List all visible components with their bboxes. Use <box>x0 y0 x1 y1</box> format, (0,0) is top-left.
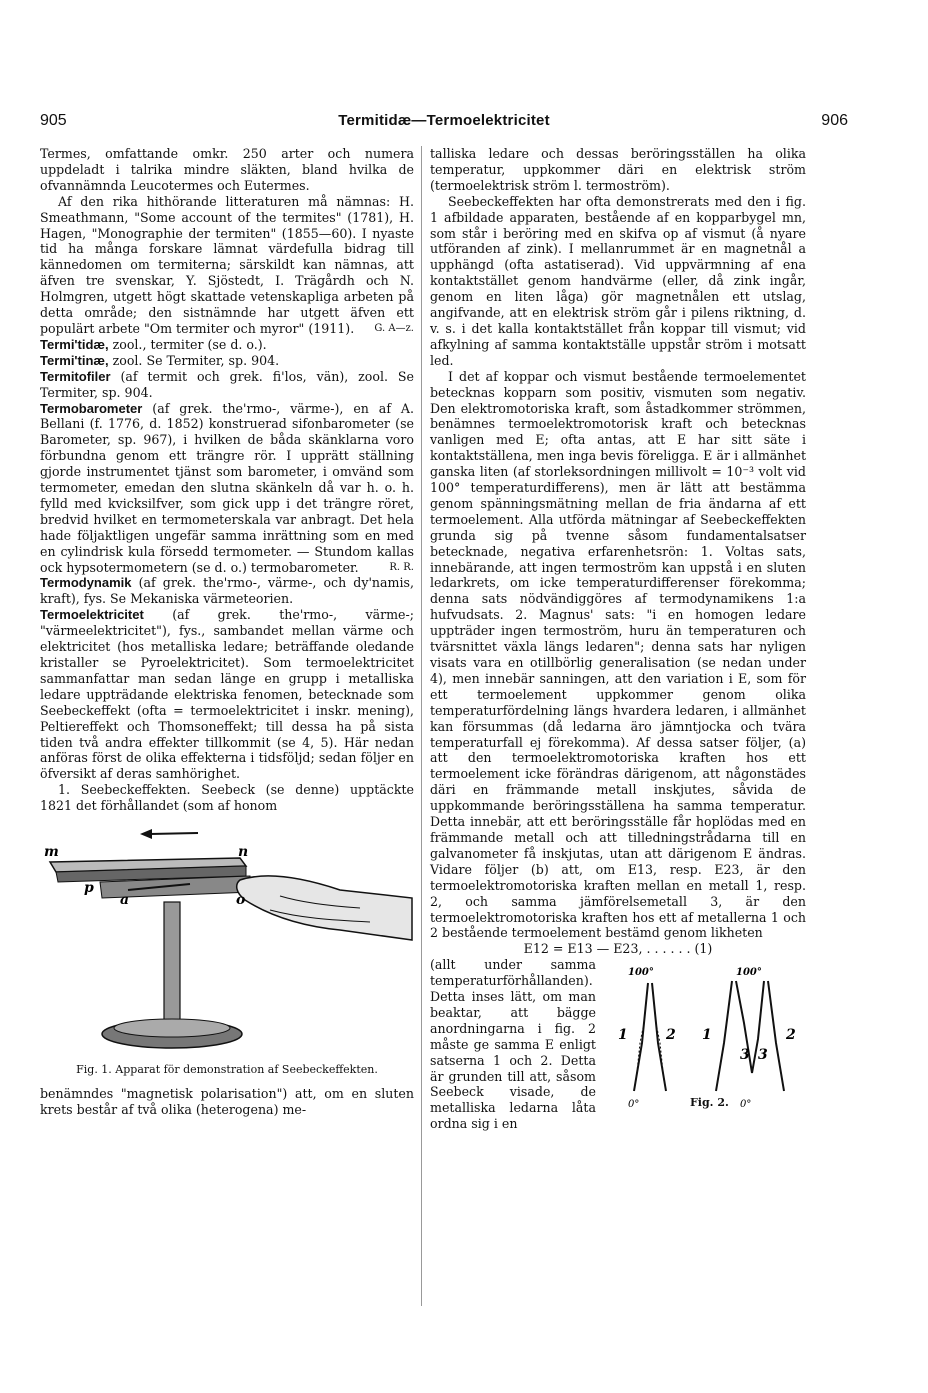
figure-thermocouple-diagram <box>606 963 806 1113</box>
author-signature: G. A—z. <box>374 322 414 334</box>
dictionary-entry <box>40 369 414 401</box>
paragraph: talliska ledare och dessas beröringsställen ha olika temperatur, uppkommer däri en elektrisk ström (termoelektrisk ström l. termoström). <box>430 146 806 193</box>
figure-caption: Fig. 1. Apparat för demonstration af Seebeckeffekten. <box>76 1063 378 1077</box>
fig2-metal-label: 2 <box>786 1027 796 1044</box>
author-signature: R. R. <box>389 561 414 573</box>
thermocouple-illustration <box>606 963 806 1113</box>
dictionary-entry <box>40 607 414 782</box>
paragraph <box>40 194 414 337</box>
column-divider <box>421 146 422 1306</box>
equation: E12 = E13 — E23, . . . . . . (1) <box>523 941 713 957</box>
entry-body: (af termit och grek. fi'los, vän), zool. Se Termiter, sp. 904. <box>40 368 414 400</box>
entry-body: zool. Se Termiter, sp. 904. <box>112 352 280 368</box>
dictionary-entry <box>40 337 414 353</box>
entry-headword: Termodynamik <box>40 575 132 591</box>
entry-body: zool., termiter (se d. o.). <box>112 336 267 352</box>
page-number-left: 905 <box>40 112 67 129</box>
left-column <box>40 146 414 1118</box>
paragraph: benämndes "magnetisk polarisation") att, om en sluten krets består af två olika (heterogena) me- <box>40 1085 414 1117</box>
paragraph: 1. Seebeckeffekten. Seebeck (se denne) upptäckte 1821 det förhållandet (som af honom <box>40 782 414 814</box>
fig2-metal-label: 2 <box>666 1027 676 1044</box>
dictionary-entry <box>40 575 414 607</box>
fig1-label: p <box>84 880 94 897</box>
figure-seebeck-apparatus <box>40 820 414 1060</box>
paragraph-text: Af den rika hithörande litteraturen må nämnas: H. Smeathmann, "Some account of the termites" (1781), H. Hagen, "Monographie der termiten" (1855—60). I nyaste tid ha många forskare lämnat värdefulla bidrag till kännedomen om termiterna; särskildt kan nämnas, att äfven tre svenskar, Y. Sjöstedt, I. Trägårdh och N. Holmgren, utgett högt skattade vetenskapliga arbeten på detta område; den sistnämnde har utgett äfven ett populärt arbete "Om termiter och myror" (1911). <box>40 193 414 336</box>
figure-caption: Fig. 2. <box>690 1096 729 1110</box>
page-header <box>40 112 848 136</box>
dictionary-entry <box>40 401 414 576</box>
entry-headword: Termitofiler <box>40 368 111 384</box>
paragraph: Seebeckeffekten har ofta demonstrerats med den i fig. 1 afbildade apparaten, bestående af en kopparbygel mn, som står i beröring med en skifva op af vismut (å nyare utföranden af zink). I mellanrummet är en magnetnål a upphängd (ofta astatiserad). Vid uppvärmning af ena kontaktstället genom handvärme (eller, då zink ingår, genom en liten låga) gör magnetnålen ett utslag, angifvande, att en elektrisk ström går i pilens riktning, d. v. s. i det kalla kontaktstället från koppar till vismut; vid afkylning af samma kontaktställe uppstår ström i motsatt led. <box>430 193 806 368</box>
paragraph: Termes, omfattande omkr. 250 arter och numera uppdeladt i talrika mindre släkten, bland hvilka de ofvannämnda Leucotermes och Eutermes. <box>40 146 414 193</box>
entry-headword: Termi'tidæ, <box>40 336 109 352</box>
entry-headword: Termoelektricitet <box>40 607 144 623</box>
apparatus-illustration <box>40 820 414 1060</box>
entry-body: (af grek. the'rmo-, värme-, och dy'namis, kraft), fys. Se Mekaniska värmeteorien. <box>40 575 414 607</box>
fig1-label: n <box>238 844 249 861</box>
entry-headword: Termi'tinæ, <box>40 352 109 368</box>
paragraph-with-figure <box>430 957 806 1132</box>
entry-body: (af grek. the'rmo-, värme-), en af A. Bellani (f. 1776, d. 1852) konstruerad sifonbarometer (se Barometer, sp. 967), i hvilken de båda skänklarna voro förbundna genom ett trängre rör. I upprätt ställning gjorde instrumentet tjänst som barometer, i omvänd som termometer, emedan den slutna skänkeln då var h. o. h. fylld med kvicksilfver, som gick upp i det trängre röret, bredvid hvilket en termometerskala var anbragt. Det hela hade följaktligen ungefär samma inrättning som en med en cylindrisk kula försedd termometer. — Stundom kallas ock hypsotermometern (se d. o.) termobarometer. <box>40 400 415 575</box>
entry-body: (af grek. the'rmo-, värme-; "värmeelektricitet"), fys., sambandet mellan värme och elektricitet (hos metalliska ledare; beträffande oledande kristaller se Pyroelektricitet). Som termoelektricitet sammanfattar man sedan länge en grupp i metalliska ledare uppträdande elektriska fenomen, betecknade som Seebeckeffekt (ofta = termoelektricitet i inskr. mening), Peltiereffekt och Thomsoneffekt; till dessa ha på sista tiden två andra effekter tillkommit (se 4, 5). Här nedan anföras först de olika effekterna i tidsföljd; sedan följer en öfversikt af deras samhörighet. <box>40 607 414 782</box>
fig2-temp-label: 100° <box>628 967 654 979</box>
right-column <box>430 146 806 1132</box>
fig1-label: m <box>44 844 59 861</box>
dictionary-entry <box>40 353 414 369</box>
paragraph: (allt under samma temperaturförhållanden). Detta inses lätt, om man beaktar, att bägge anordningarna i fig. 2 måste ge samma E enligt satserna 1 och 2. Detta är grunden till att, såsom Seebeck visade, de metalliska ledarna låta ordna sig i en <box>430 957 596 1132</box>
entry-headword: Termobarometer <box>40 400 143 416</box>
paragraph: I det af koppar och vismut bestående termoelementet betecknas kopparn som positiv, vismuten som negativ. Den elektromotoriska kraft, som åstadkommer strömmen, benämnes termoelektromotorisk kraft och betecknas vanligen med E; ofta antas, att E har sitt säte i kontaktställena, men inga bevis föreligga. E är i allmänhet ganska liten (af storleksordningen millivolt = 10⁻³ volt vid 100° temperaturdifferens), men är lätt att bestämma genom spänningsmätning mellan de fria ändarna af ett termoelement. Alla utförda mätningar af Seebeckeffekten grunda sig på tvenne såsom fundamentalsatser betecknade, negativa erfarenhetsrön: 1. Voltas sats, innebärande, att ingen termoström kan uppstå i en sluten ledarkrets, om icke temperaturdifferenser förekomma; denna sats nödvändiggöres af termodynamikens 1:a hufvudsats. 2. Magnus' sats: "i en homogen ledare uppträder ingen termoström, huru än temperaturen och tvärsnittet växla längs ledaren"; denna sats har nyligen visats vara en otillbörlig generalisation (se nedan under 4), men innebär sanningen, att den variation i E, som för ett termoelement uppkommer genom olika temperaturfördelning längs hvardera ledaren, i allmänhet kan försummas (då ledarna äro jämntjocka och tvära temperaturfall ej förekomma). Af dessa satser följer, (a) att den termoelektromotoriska kraften hos ett termoelement icke förändras därigenom, att någonstädes däri en främmande metall inskjutes, såvida de uppkommande beröringsställena ha samma temperatur. Detta innebär, att ett beröringsställe får hoplödas med en främmande metall och att tilledningstrådarna till en galvanometer få inskjutas, utan att därigenom E ändras. Vidare följer (b) att, om E13, resp. E23, är den termoelektromotoriska kraften mellan en metall 1, resp. 2, och samma jämförelsemetall 3, är den termoelektromotoriska kraften hos ett af metallerna 1 och 2 bestående termoelement bestämd genom likheten <box>430 368 806 941</box>
fig2-temp-label: 0° <box>628 1099 640 1111</box>
fig2-metal-label: 1 <box>618 1027 628 1044</box>
fig2-metal-label: 3 <box>758 1047 768 1064</box>
fig2-temp-label: 0° <box>740 1099 752 1111</box>
page-number-right: 906 <box>821 112 848 129</box>
fig2-temp-label: 100° <box>736 967 762 979</box>
running-title: Termitidæ—Termoelektricitet <box>338 112 550 129</box>
fig1-label: o <box>236 892 246 909</box>
fig1-label: a <box>120 892 130 909</box>
fig2-metal-label: 1 <box>702 1027 712 1044</box>
fig2-metal-label: 3 <box>740 1047 750 1064</box>
